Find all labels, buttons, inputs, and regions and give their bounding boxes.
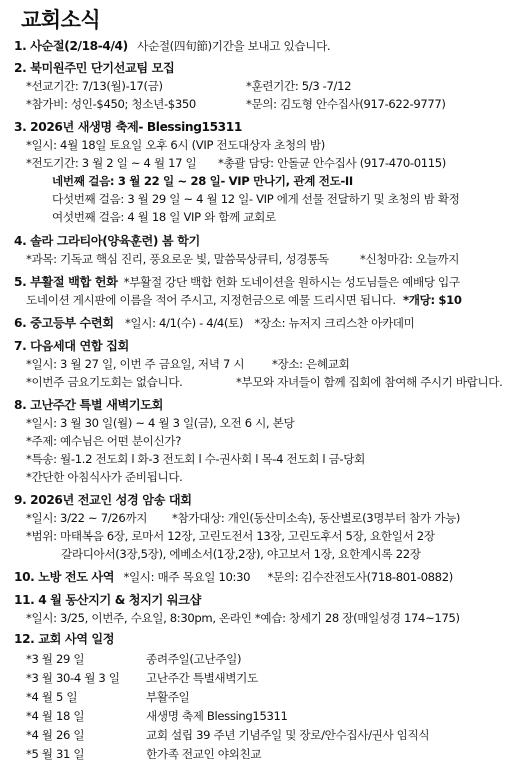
schedule-event: 부활주일 <box>146 690 190 704</box>
street-evangelism-contact: *문의: 김수잔전도사(718-801-0882) <box>267 570 453 584</box>
section-2-heading: 2. 북미원주민 단기선교팀 모집 <box>14 61 175 75</box>
retreat-date: *일시: 4/1(수) - 4/4(토) <box>124 316 244 330</box>
dawn-prayer-special-songs: *특송: 월-1.2 전도회 l 화-3 전도회 l 수-권사회 l 목-4 전도회 l 금-당회 <box>26 452 365 466</box>
schedule-event: 교회 설립 39 주년 기념주일 및 장로/안수집사/권사 임직식 <box>146 728 430 742</box>
schedule-date: *5 월 31 일 <box>26 747 85 761</box>
dawn-prayer-theme: *주제: 예수님은 어떤 분이신가? <box>26 434 182 448</box>
section-9-heading: 9. 2026년 전교인 성경 암송 대회 <box>14 493 192 507</box>
schedule-row <box>26 689 189 706</box>
section-10 <box>14 569 453 586</box>
section-3-heading: 3. 2026년 새생명 축제- Blessing15311 <box>14 120 242 134</box>
schedule-date: *4 월 5 일 <box>26 690 78 704</box>
gathering-note-1: *이번주 금요기도회는 없습니다. <box>26 375 183 389</box>
mission-period: *선교기간: 7/13(월)-17(금) <box>26 79 163 93</box>
schedule-date: *4 월 26 일 <box>26 728 85 742</box>
schedule-date: *3 월 30-4 월 3 일 <box>26 671 120 685</box>
recitation-range-1: *범위: 마태복음 6장, 로마서 12장, 고린도전서 13장, 고린도후서 5장, 요한일서 2장 <box>26 529 435 543</box>
dawn-prayer-date: *일시: 3 월 30 일(월) ~ 4 월 3 일(금), 오전 6 시, 본당 <box>26 416 295 430</box>
section-7-heading: 7. 다음세대 연합 집회 <box>14 339 129 353</box>
section-5 <box>14 274 460 291</box>
schedule-row <box>26 727 429 744</box>
schedule-row <box>26 708 288 725</box>
festival-evangelism-period: *전도기간: 3 월 2 일 ~ 4 월 17 일 <box>26 156 197 170</box>
section-8-heading: 8. 고난주간 특별 새벽기도회 <box>14 398 163 412</box>
schedule-event: 종려주일(고난주일) <box>146 652 242 666</box>
section-1 <box>14 38 330 55</box>
street-evangelism-date: *일시: 매주 목요일 10:30 <box>123 570 251 584</box>
dawn-prayer-meal: *간단한 아침식사가 준비됩니다. <box>26 470 183 484</box>
mission-contact: *문의: 김도형 안수집사(917-622-9777) <box>246 97 446 111</box>
schedule-event: 새생명 축제 Blessing15311 <box>146 709 288 723</box>
recitation-date: *일시: 3/22 ~ 7/26까지 <box>26 511 148 525</box>
lily-text-2: 도네이션 게시판에 이름을 적어 주시고, 지정헌금으로 예물 드리시면 됩니다. <box>26 293 396 307</box>
recitation-range-2: 갈라디아서(3장,5장), 에베소서(1장,2장), 야고보서 1장, 요한계시록 22장 <box>61 547 421 561</box>
section-10-heading: 10. 노방 전도 사역 <box>14 570 115 584</box>
section-5-heading: 5. 부활절 백합 헌화 <box>14 275 118 289</box>
section-11-heading: 11. 4 월 동산지기 & 청지기 워크샵 <box>14 593 201 607</box>
lily-price: *개당: $10 <box>403 293 462 307</box>
schedule-row <box>26 651 241 668</box>
festival-lead-contact: *총괄 담당: 안돌균 안수집사 (917-470-0115) <box>218 156 446 170</box>
schedule-row <box>26 670 258 687</box>
section-1-text: 사순절(四旬節)기간을 보내고 있습니다. <box>137 39 331 53</box>
section-6-heading: 6. 중고등부 수련회 <box>14 316 114 330</box>
section-12-heading: 12. 교회 사역 일정 <box>14 632 115 646</box>
training-period: *훈련기간: 5/3 -7/12 <box>246 79 352 93</box>
schedule-event: 고난주간 특별새벽기도 <box>146 671 258 685</box>
mission-fee: *참가비: 성인-$450; 청소년-$350 <box>26 97 196 111</box>
recitation-target: *참가대상: 개인(동산미소속), 동산별로(3명부터 참가 가능) <box>172 511 461 525</box>
lily-text-1: *부활절 강단 백합 헌화 도네이션을 원하시는 성도님들은 예배당 입구 <box>123 275 460 289</box>
festival-step-5: 다섯번째 걸음: 3 월 29 일 ~ 4 월 12 일- VIP 에게 선물 전달하기 및 초청의 밤 확정 <box>52 192 460 206</box>
festival-step-6: 여섯번째 걸음: 4 월 18 일 VIP 와 함께 교회로 <box>52 210 276 224</box>
festival-date: *일시: 4월 18일 토요일 오후 6시 (VIP 전도대상자 초청의 밤) <box>26 138 325 152</box>
schedule-date: *4 월 18 일 <box>26 709 85 723</box>
section-1-heading: 1. 사순절(2/18-4/4) <box>14 39 128 53</box>
section-6 <box>14 315 415 332</box>
training-deadline: *신청마감: 오늘까지 <box>360 252 460 266</box>
page-title: 교회소식 <box>21 8 101 32</box>
lily-line-2 <box>26 292 462 309</box>
gathering-note-2: *부모와 자녀들이 함께 집회에 참여해 주시기 바랍니다. <box>236 375 503 389</box>
retreat-place: *장소: 뉴저지 크리스찬 아카데미 <box>254 316 415 330</box>
gathering-date: *일시: 3 월 27 일, 이번 주 금요일, 저녁 7 시 <box>26 357 245 371</box>
training-subjects: *과목: 기독교 핵심 진리, 풍요로운 빛, 말씀묵상큐티, 성경통독 <box>26 252 329 266</box>
schedule-event: 한가족 전교인 야외친교 <box>146 747 262 761</box>
schedule-date: *3 월 29 일 <box>26 652 85 666</box>
schedule-row <box>26 746 261 763</box>
festival-step-4: 네번째 걸음: 3 월 22 일 ~ 28 일- VIP 만나기, 관계 전도-II <box>52 174 353 188</box>
gathering-place: *장소: 은혜교회 <box>272 357 350 371</box>
workshop-text: *일시: 3/25, 이번주, 수요일, 8:30pm, 온라인 *예습: 창세기 28 장(매일성경 174~175) <box>26 611 460 625</box>
section-4-heading: 4. 솔라 그라티아(양육훈련) 봄 학기 <box>14 234 200 248</box>
